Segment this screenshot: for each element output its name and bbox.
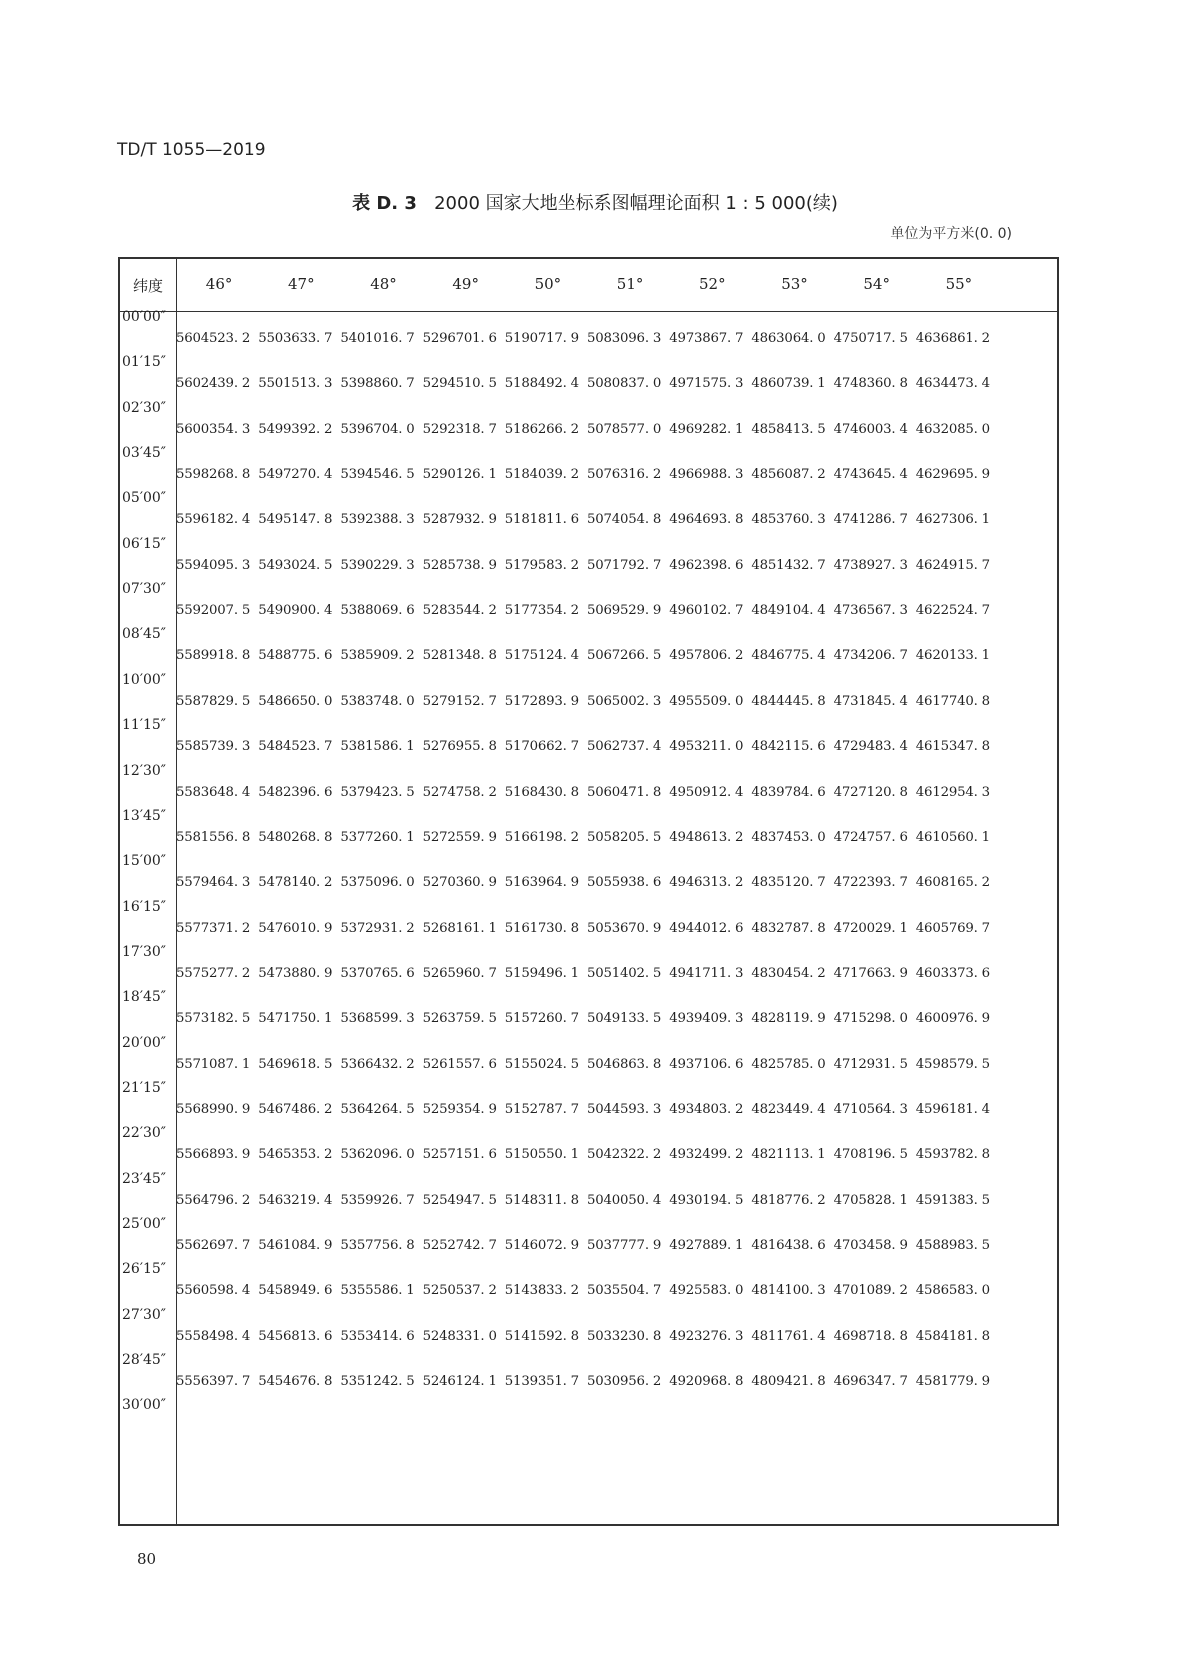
area-value-cell: 5181811. 6 xyxy=(504,512,579,528)
area-value-cell: 5294510. 5 xyxy=(422,376,497,392)
area-value-cell: 4588983. 5 xyxy=(915,1238,990,1253)
area-value-cell: 4941711. 3 xyxy=(669,965,744,981)
area-value-cell: 4960102. 7 xyxy=(669,603,744,619)
area-value-cell: 5375096. 0 xyxy=(340,875,415,891)
area-value-cell: 4849104. 4 xyxy=(751,603,826,619)
area-value-cell: 5190717. 9 xyxy=(504,331,579,346)
area-value-cell: 5482396. 6 xyxy=(258,784,333,800)
area-value-cell: 5357756. 8 xyxy=(340,1238,415,1253)
area-value-cell: 4860739. 1 xyxy=(751,376,826,392)
area-value-cell: 5067266. 5 xyxy=(587,648,662,664)
area-value-cell: 5285738. 9 xyxy=(422,557,497,573)
area-value-cell: 4939409. 3 xyxy=(669,1011,744,1027)
area-value-cell: 4927889. 1 xyxy=(669,1238,744,1253)
area-value-cell: 4717663. 9 xyxy=(833,965,908,981)
area-value-cell: 4932499. 2 xyxy=(669,1147,744,1163)
latitude-label: 23′45″ xyxy=(122,1170,167,1187)
latitude-label: 20′00″ xyxy=(122,1034,167,1051)
area-value-cell: 5053670. 9 xyxy=(587,920,662,936)
area-value-cell: 5283544. 2 xyxy=(422,603,497,619)
area-value-cell: 5141592. 8 xyxy=(504,1328,579,1344)
latitude-label: 22′30″ xyxy=(122,1125,167,1142)
area-value-cell: 4727120. 8 xyxy=(833,784,908,800)
area-value-cell: 5456813. 6 xyxy=(258,1328,333,1344)
column-header: 55° xyxy=(945,275,973,293)
column-header: 47° xyxy=(287,275,315,293)
area-value-cell: 5270360. 9 xyxy=(422,875,497,891)
area-value-cell: 5281348. 8 xyxy=(422,648,497,664)
column-header: 46° xyxy=(205,275,233,293)
area-value-cell: 5042322. 2 xyxy=(587,1147,662,1163)
area-value-cell: 5254947. 5 xyxy=(422,1192,497,1208)
area-value-cell: 5484523. 7 xyxy=(258,739,333,755)
area-value-cell: 5385909. 2 xyxy=(340,648,415,664)
area-value-cell: 5392388. 3 xyxy=(340,512,415,528)
area-value-cell: 5152787. 7 xyxy=(504,1101,579,1117)
area-value-cell: 4634473. 4 xyxy=(915,376,990,392)
area-value-cell: 5163964. 9 xyxy=(504,875,579,891)
area-value-cell: 5069529. 9 xyxy=(587,603,662,619)
area-value-cell: 5486650. 0 xyxy=(258,693,333,709)
area-value-cell: 4636861. 2 xyxy=(915,331,990,346)
area-value-cell: 4828119. 9 xyxy=(751,1011,826,1027)
area-value-cell: 4846775. 4 xyxy=(751,648,826,664)
area-value-cell: 5594095. 3 xyxy=(176,557,251,573)
area-value-cell: 5366432. 2 xyxy=(340,1056,415,1072)
area-value-cell: 5177354. 2 xyxy=(504,603,579,619)
area-value-cell: 5161730. 8 xyxy=(504,920,579,936)
area-value-cell: 5454676. 8 xyxy=(258,1374,333,1390)
area-value-cell: 5575277. 2 xyxy=(176,965,251,981)
area-value-cell: 5139351. 7 xyxy=(504,1374,579,1390)
area-value-cell: 5589918. 8 xyxy=(176,648,251,664)
area-value-cell: 4593782. 8 xyxy=(915,1147,990,1163)
area-value-cell: 4934803. 2 xyxy=(669,1101,744,1117)
area-value-cell: 4596181. 4 xyxy=(915,1101,990,1117)
area-value-cell: 5493024. 5 xyxy=(258,557,333,573)
latitude-label: 00′00″ xyxy=(122,309,167,325)
area-value-cell: 5080837. 0 xyxy=(587,376,662,392)
area-value-cell: 5150550. 1 xyxy=(504,1147,579,1163)
area-value-cell: 4603373. 6 xyxy=(915,965,990,981)
area-value-cell: 4632085. 0 xyxy=(915,421,990,437)
area-value-cell: 5370765. 6 xyxy=(340,965,415,981)
area-value-cell: 5170662. 7 xyxy=(504,739,579,755)
table-header-row xyxy=(120,259,1057,312)
area-value-cell: 5469618. 5 xyxy=(258,1056,333,1072)
area-value-cell: 5257151. 6 xyxy=(422,1147,497,1163)
area-value-cell: 5146072. 9 xyxy=(504,1238,579,1253)
area-value-cell: 5598268. 8 xyxy=(176,467,251,483)
area-value-cell: 5577371. 2 xyxy=(176,920,251,936)
area-value-cell: 4844445. 8 xyxy=(751,693,826,709)
area-value-cell: 5248331. 0 xyxy=(422,1328,497,1344)
area-value-cell: 5564796. 2 xyxy=(176,1192,251,1208)
area-value-cell: 5467486. 2 xyxy=(258,1101,333,1117)
area-value-cell: 5040050. 4 xyxy=(587,1192,662,1208)
area-value-cell: 5383748. 0 xyxy=(340,693,415,709)
area-value-cell: 4586583. 0 xyxy=(915,1283,990,1299)
area-value-cell: 4948613. 2 xyxy=(669,829,744,845)
area-value-cell: 5478140. 2 xyxy=(258,875,333,891)
area-value-cell: 5596182. 4 xyxy=(176,512,251,528)
area-value-cell: 5463219. 4 xyxy=(258,1192,333,1208)
area-value-cell: 5495147. 8 xyxy=(258,512,333,528)
area-value-cell: 4610560. 1 xyxy=(915,829,990,845)
area-value-cell: 5600354. 3 xyxy=(176,421,251,437)
area-value-cell: 4837453. 0 xyxy=(751,829,826,845)
area-value-cell: 5076316. 2 xyxy=(587,467,662,483)
area-value-cell: 5560598. 4 xyxy=(176,1283,251,1299)
area-value-cell: 5188492. 4 xyxy=(504,376,579,392)
area-value-cell: 5268161. 1 xyxy=(422,920,497,936)
area-value-cell: 5287932. 9 xyxy=(422,512,497,528)
area-value-cell: 4863064. 0 xyxy=(751,331,826,346)
area-value-cell: 5143833. 2 xyxy=(504,1283,579,1299)
area-value-cell: 4955509. 0 xyxy=(669,693,744,709)
area-value-cell: 5274758. 2 xyxy=(422,784,497,800)
area-value-cell: 4748360. 8 xyxy=(833,376,908,392)
latitude-label: 10′00″ xyxy=(122,671,167,688)
area-value-cell: 5157260. 7 xyxy=(504,1011,579,1027)
area-value-cell: 4605769. 7 xyxy=(915,920,990,936)
area-value-cell: 5035504. 7 xyxy=(587,1283,662,1299)
area-value-cell: 5055938. 6 xyxy=(587,875,662,891)
area-value-cell: 5246124. 1 xyxy=(422,1374,497,1390)
area-value-cell: 5368599. 3 xyxy=(340,1011,415,1027)
area-value-cell: 4703458. 9 xyxy=(833,1238,908,1253)
area-value-cell: 4809421. 8 xyxy=(751,1374,826,1390)
area-value-cell: 4612954. 3 xyxy=(915,784,990,800)
area-value-cell: 5292318. 7 xyxy=(422,421,497,437)
area-value-cell: 5252742. 7 xyxy=(422,1238,497,1253)
area-value-cell: 4715298. 0 xyxy=(833,1011,908,1027)
column-header: 54° xyxy=(863,275,890,293)
latitude-label: 07′30″ xyxy=(122,581,167,598)
document-code: TD/T 1055—2019 xyxy=(117,140,266,160)
area-value-cell: 4842115. 6 xyxy=(751,739,826,755)
table-caption-number: 表 D. 3 xyxy=(352,193,417,214)
area-value-cell: 4608165. 2 xyxy=(915,875,990,891)
latitude-label: 18′45″ xyxy=(122,989,167,1006)
area-value-cell: 5388069. 6 xyxy=(340,603,415,619)
area-value-cell: 5060471. 8 xyxy=(587,784,662,800)
area-value-cell: 4832787. 8 xyxy=(751,920,826,936)
area-value-cell: 4743645. 4 xyxy=(833,467,908,483)
area-value-cell: 4856087. 2 xyxy=(751,467,826,483)
area-value-cell: 4734206. 7 xyxy=(833,648,908,664)
area-value-cell: 5186266. 2 xyxy=(504,421,579,437)
area-value-cell: 4825785. 0 xyxy=(751,1056,826,1072)
area-value-cell: 5184039. 2 xyxy=(504,467,579,483)
area-value-cell: 5159496. 1 xyxy=(504,965,579,981)
area-value-cell: 4724757. 6 xyxy=(833,829,908,845)
area-value-cell: 4738927. 3 xyxy=(833,557,908,573)
area-value-cell: 4930194. 5 xyxy=(669,1192,744,1208)
area-value-cell: 4750717. 5 xyxy=(833,331,908,346)
header-latitude: 纬度 xyxy=(132,277,163,295)
area-value-cell: 5172893. 9 xyxy=(504,693,579,709)
area-value-cell: 4962398. 6 xyxy=(669,557,744,573)
latitude-label: 05′00″ xyxy=(122,490,167,507)
area-value-cell: 5175124. 4 xyxy=(504,648,579,664)
area-value-cell: 5497270. 4 xyxy=(258,467,333,483)
area-value-cell: 5049133. 5 xyxy=(587,1011,662,1027)
area-value-cell: 5562697. 7 xyxy=(176,1238,251,1253)
area-value-cell: 5592007. 5 xyxy=(176,603,251,619)
area-value-cell: 4624915. 7 xyxy=(915,557,990,573)
area-value-cell: 4816438. 6 xyxy=(751,1238,826,1253)
area-value-cell: 5587829. 5 xyxy=(176,693,251,709)
area-value-cell: 5272559. 9 xyxy=(422,829,497,845)
area-value-cell: 4920968. 8 xyxy=(669,1374,744,1390)
area-value-cell: 4736567. 3 xyxy=(833,603,908,619)
area-value-cell: 5250537. 2 xyxy=(422,1283,497,1299)
area-value-cell: 4712931. 5 xyxy=(833,1056,908,1072)
area-value-cell: 4584181. 8 xyxy=(915,1328,990,1344)
area-value-cell: 5461084. 9 xyxy=(258,1238,333,1253)
area-value-cell: 4851432. 7 xyxy=(751,557,826,573)
area-value-cell: 5499392. 2 xyxy=(258,421,333,437)
area-value-cell: 5573182. 5 xyxy=(176,1011,251,1027)
area-value-cell: 5372931. 2 xyxy=(340,920,415,936)
area-value-cell: 4973867. 7 xyxy=(669,331,744,346)
latitude-label: 12′30″ xyxy=(122,762,167,779)
area-value-cell: 5465353. 2 xyxy=(258,1147,333,1163)
area-value-cell: 4617740. 8 xyxy=(915,693,990,709)
area-value-cell: 4729483. 4 xyxy=(833,739,908,755)
table-caption-text: 2000 国家大地坐标系图幅理论面积 1 : 5 000(续) xyxy=(434,193,838,214)
area-value-cell: 5065002. 3 xyxy=(587,693,662,709)
area-value-cell: 5046863. 8 xyxy=(587,1056,662,1072)
area-value-cell: 5583648. 4 xyxy=(176,784,251,800)
area-value-cell: 5290126. 1 xyxy=(422,467,497,483)
area-value-cell: 5062737. 4 xyxy=(587,739,662,755)
area-value-cell: 4598579. 5 xyxy=(915,1056,990,1072)
area-value-cell: 4710564. 3 xyxy=(833,1101,908,1117)
area-value-cell: 4696347. 7 xyxy=(833,1374,908,1390)
unit-note: 单位为平方米(0. 0) xyxy=(890,226,1012,242)
area-value-cell: 5377260. 1 xyxy=(340,829,415,845)
area-value-cell: 4925583. 0 xyxy=(669,1283,744,1299)
area-value-cell: 5503633. 7 xyxy=(258,331,333,346)
area-value-cell: 5037777. 9 xyxy=(587,1238,662,1253)
area-value-cell: 5276955. 8 xyxy=(422,739,497,755)
area-value-cell: 5296701. 6 xyxy=(422,331,497,346)
area-value-cell: 5078577. 0 xyxy=(587,421,662,437)
area-value-cell: 4708196. 5 xyxy=(833,1147,908,1163)
area-value-cell: 5071792. 7 xyxy=(587,557,662,573)
area-value-cell: 5279152. 7 xyxy=(422,693,497,709)
area-value-cell: 4839784. 6 xyxy=(751,784,826,800)
area-value-cell: 4814100. 3 xyxy=(751,1283,826,1299)
area-value-cell: 5355586. 1 xyxy=(340,1283,415,1299)
area-value-cell: 4818776. 2 xyxy=(751,1192,826,1208)
area-value-cell: 4627306. 1 xyxy=(915,512,990,528)
area-value-cell: 4629695. 9 xyxy=(915,467,990,483)
area-value-cell: 4969282. 1 xyxy=(669,421,744,437)
area-value-cell: 5558498. 4 xyxy=(176,1328,251,1344)
area-value-cell: 5030956. 2 xyxy=(587,1374,662,1390)
area-value-cell: 4823449. 4 xyxy=(751,1101,826,1117)
area-value-cell: 4705828. 1 xyxy=(833,1192,908,1208)
area-value-cell: 5155024. 5 xyxy=(504,1056,579,1072)
area-value-cell: 5074054. 8 xyxy=(587,512,662,528)
latitude-label: 13′45″ xyxy=(122,807,167,824)
area-value-cell: 5488775. 6 xyxy=(258,648,333,664)
area-value-cell: 5381586. 1 xyxy=(340,739,415,755)
area-value-cell: 5362096. 0 xyxy=(340,1147,415,1163)
latitude-label: 15′00″ xyxy=(122,853,167,870)
area-value-cell: 5083096. 3 xyxy=(587,331,662,346)
area-value-cell: 4830454. 2 xyxy=(751,965,826,981)
latitude-label: 06′15″ xyxy=(122,535,167,552)
area-value-cell: 5166198. 2 xyxy=(504,829,579,845)
area-value-cell: 5401016. 7 xyxy=(340,331,415,346)
area-value-cell: 5390229. 3 xyxy=(340,557,415,573)
area-value-cell: 5379423. 5 xyxy=(340,784,415,800)
area-value-cell: 4946313. 2 xyxy=(669,875,744,891)
area-value-cell: 5051402. 5 xyxy=(587,965,662,981)
area-value-cell: 4620133. 1 xyxy=(915,648,990,664)
latitude-label: 28′45″ xyxy=(122,1352,167,1369)
column-header: 49° xyxy=(452,275,479,293)
area-value-cell: 5265960. 7 xyxy=(422,965,497,981)
area-value-cell: 5351242. 5 xyxy=(340,1374,415,1390)
area-value-cell: 5179583. 2 xyxy=(504,557,579,573)
area-value-cell: 4950912. 4 xyxy=(669,784,744,800)
area-value-cell: 4971575. 3 xyxy=(669,376,744,392)
area-value-cell: 4835120. 7 xyxy=(751,875,826,891)
area-value-cell: 5396704. 0 xyxy=(340,421,415,437)
area-value-cell: 5556397. 7 xyxy=(176,1374,251,1390)
latitude-label: 30′00″ xyxy=(122,1397,167,1414)
area-value-cell: 5585739. 3 xyxy=(176,739,251,755)
column-header: 52° xyxy=(698,275,726,293)
area-value-cell: 5261557. 6 xyxy=(422,1056,497,1072)
area-value-cell: 4858413. 5 xyxy=(751,421,826,437)
area-value-cell: 5033230. 8 xyxy=(587,1328,662,1344)
area-value-cell: 4964693. 8 xyxy=(669,512,744,528)
latitude-label: 01′15″ xyxy=(122,354,167,371)
area-value-cell: 5579464. 3 xyxy=(176,875,251,891)
area-value-cell: 4741286. 7 xyxy=(833,512,908,528)
latitude-label: 02′30″ xyxy=(122,399,167,416)
area-value-cell: 4622524. 7 xyxy=(915,603,990,619)
area-value-cell: 4821113. 1 xyxy=(751,1147,826,1163)
area-value-cell: 5058205. 5 xyxy=(587,829,662,845)
area-value-cell: 4722393. 7 xyxy=(833,875,908,891)
latitude-label: 08′45″ xyxy=(122,626,167,643)
area-value-cell: 4853760. 3 xyxy=(751,512,826,528)
area-value-cell: 5263759. 5 xyxy=(422,1011,497,1027)
area-value-cell: 4615347. 8 xyxy=(915,739,990,755)
area-value-cell: 5364264. 5 xyxy=(340,1101,415,1117)
latitude-label: 17′30″ xyxy=(122,943,167,960)
area-value-cell: 4591383. 5 xyxy=(915,1192,990,1208)
latitude-label: 25′00″ xyxy=(122,1216,167,1232)
area-value-cell: 4581779. 9 xyxy=(915,1374,990,1390)
area-table xyxy=(118,257,1059,1526)
area-value-cell: 4937106. 6 xyxy=(669,1056,744,1072)
area-value-cell: 5490900. 4 xyxy=(258,603,333,619)
area-value-cell: 5473880. 9 xyxy=(258,965,333,981)
area-value-cell: 5568990. 9 xyxy=(176,1101,251,1117)
latitude-label: 21′15″ xyxy=(122,1079,167,1096)
area-value-cell: 4600976. 9 xyxy=(915,1011,990,1027)
area-value-cell: 4746003. 4 xyxy=(833,421,908,437)
column-header: 50° xyxy=(534,275,562,293)
area-value-cell: 5604523. 2 xyxy=(176,331,251,346)
area-value-cell: 5476010. 9 xyxy=(258,920,333,936)
area-value-cell: 5571087. 1 xyxy=(176,1056,251,1072)
area-value-cell: 4944012. 6 xyxy=(669,920,744,936)
latitude-label: 27′30″ xyxy=(122,1306,167,1323)
latitude-label: 03′45″ xyxy=(122,445,167,462)
column-header: 48° xyxy=(370,275,397,293)
area-value-cell: 5044593. 3 xyxy=(587,1101,662,1117)
area-value-cell: 5353414. 6 xyxy=(340,1328,415,1344)
latitude-label: 26′15″ xyxy=(122,1261,167,1278)
area-value-cell: 5602439. 2 xyxy=(176,376,251,392)
area-value-cell: 4957806. 2 xyxy=(669,648,744,664)
column-header: 51° xyxy=(616,275,644,293)
page-number: 80 xyxy=(137,1550,157,1568)
area-value-cell: 4731845. 4 xyxy=(833,693,908,709)
area-value-cell: 5581556. 8 xyxy=(176,829,251,845)
area-value-cell: 5168430. 8 xyxy=(504,784,579,800)
area-value-cell: 4811761. 4 xyxy=(751,1328,826,1344)
area-value-cell: 4701089. 2 xyxy=(833,1283,908,1299)
latitude-label: 11′15″ xyxy=(122,717,167,734)
area-value-cell: 5359926. 7 xyxy=(340,1192,415,1208)
area-value-cell: 5259354. 9 xyxy=(422,1101,497,1117)
latitude-label: 16′15″ xyxy=(122,898,167,915)
area-value-cell: 5398860. 7 xyxy=(340,376,415,392)
table-caption xyxy=(0,189,1190,215)
area-value-cell: 5148311. 8 xyxy=(504,1192,579,1208)
area-value-cell: 5471750. 1 xyxy=(258,1011,333,1027)
area-value-cell: 5480268. 8 xyxy=(258,829,333,845)
area-value-cell: 5394546. 5 xyxy=(340,467,415,483)
area-value-cell: 4698718. 8 xyxy=(833,1328,908,1344)
area-value-cell: 4720029. 1 xyxy=(833,920,908,936)
area-value-cell: 5501513. 3 xyxy=(258,376,333,392)
area-value-cell: 4953211. 0 xyxy=(669,739,744,755)
area-value-cell: 4923276. 3 xyxy=(669,1328,744,1344)
area-value-cell: 5566893. 9 xyxy=(176,1147,251,1163)
area-value-cell: 4966988. 3 xyxy=(669,467,744,483)
area-value-cell: 5458949. 6 xyxy=(258,1283,333,1299)
column-header: 53° xyxy=(781,275,808,293)
